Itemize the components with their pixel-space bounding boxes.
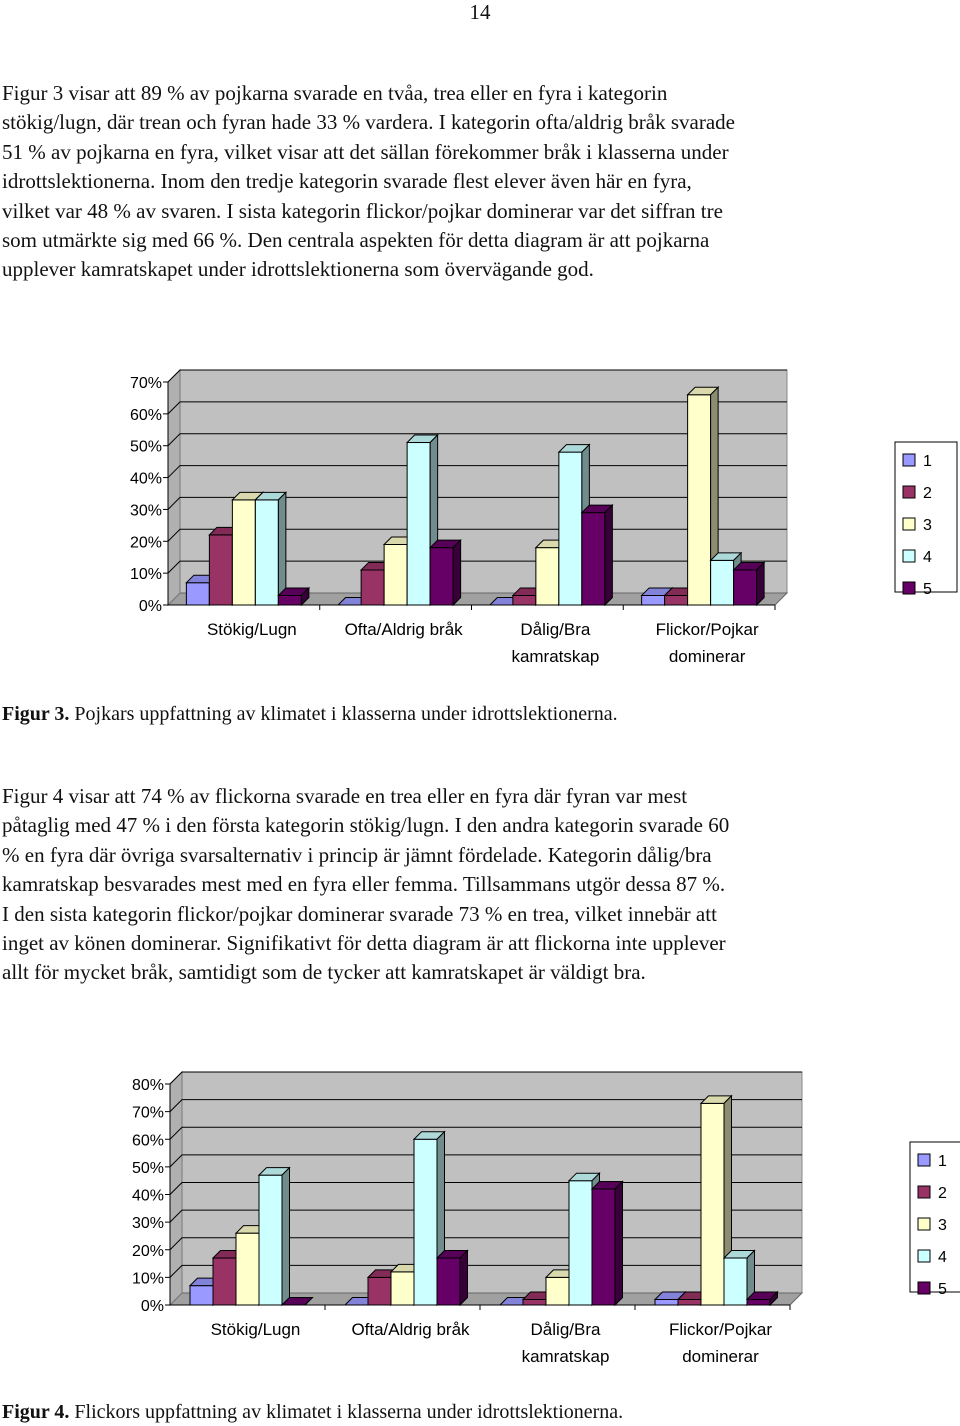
bar-front — [414, 1139, 437, 1305]
bar-front — [209, 535, 232, 605]
x-category-label: kamratskap — [511, 647, 600, 666]
page-number: 14 — [469, 0, 491, 24]
bar — [582, 505, 613, 605]
legend-swatch — [903, 454, 915, 466]
bar-side — [453, 540, 461, 605]
bar — [259, 1168, 290, 1305]
y-tick-label: 70% — [129, 375, 162, 392]
bar-front — [688, 395, 711, 605]
bar-side — [615, 1181, 623, 1305]
y-tick-label: 50% — [131, 1159, 164, 1177]
y-tick-label: 20% — [131, 1242, 164, 1260]
legend-label: 3 — [923, 517, 932, 534]
bar-front — [368, 1277, 391, 1305]
bar-side — [757, 562, 765, 605]
text-line: % en fyra där övriga svarsalternativ i princip är jämnt fördelade. Kategorin dålig/bra — [2, 842, 712, 867]
legend-label: 4 — [923, 549, 932, 566]
text-line: allt för mycket bråk, samtidigt som de tycker att kamratskapet är väldigt bra. — [2, 960, 646, 985]
bar — [734, 562, 765, 605]
x-category-label: Flickor/Pojkar — [669, 1320, 772, 1339]
y-tick-label: 60% — [131, 1132, 164, 1150]
bar-front — [430, 548, 453, 605]
bar-side — [460, 1251, 468, 1305]
text-line: inget av könen dominerar. Signifikativt för detta diagram är att flickorna inte upplever — [2, 931, 726, 956]
y-tick-label: 80% — [131, 1077, 164, 1094]
y-tick-label: 40% — [131, 1187, 164, 1205]
legend-label: 2 — [938, 1185, 947, 1202]
legend-label: 5 — [923, 581, 932, 598]
x-category-label: dominerar — [682, 1347, 759, 1366]
bar-front — [701, 1103, 724, 1305]
bar-side — [278, 492, 286, 605]
bar-front — [391, 1272, 414, 1305]
legend-swatch — [918, 1282, 930, 1294]
bar-front — [437, 1258, 460, 1305]
legend-label: 1 — [938, 1153, 947, 1170]
bar-front — [559, 452, 582, 605]
text-line: Figur 4 visar att 74 % av flickorna svarade en trea eller en fyra där fyran var mest — [2, 784, 688, 808]
bar-front — [582, 513, 605, 605]
text-line: idrottslektionerna. Inom den tredje kategorin svarade flest elever även här en fyra, — [2, 169, 692, 194]
caption-figure-3 — [2, 702, 618, 726]
text-line: upplever kamratskapet under idrottslektionerna som övervägande god. — [2, 257, 594, 282]
legend-label: 4 — [938, 1249, 947, 1266]
y-tick-label: 40% — [129, 470, 162, 488]
bar-side — [282, 1168, 290, 1305]
y-tick-label: 30% — [131, 1215, 164, 1233]
bar — [437, 1251, 468, 1305]
bar — [278, 588, 309, 605]
bar-front — [747, 1299, 770, 1305]
x-category-label: Dålig/Bra — [530, 1320, 601, 1339]
y-tick-label: 0% — [138, 598, 162, 615]
bar — [592, 1181, 623, 1305]
y-tick-label: 70% — [131, 1104, 164, 1122]
bar-front — [259, 1175, 282, 1305]
text-line: kamratskap besvarades mest med en fyra eller femma. Tillsammans utgör dessa 87 %. — [2, 872, 726, 897]
bar-front — [255, 500, 278, 605]
y-tick-label: 60% — [129, 406, 162, 424]
text-line: Figur 3 visar att 89 % av pojkarna svarade en tvåa, trea eller en fyra i kategorin — [2, 81, 668, 105]
x-category-label: Dålig/Bra — [520, 620, 591, 639]
y-tick-label: 10% — [131, 1270, 164, 1288]
x-category-label: Stökig/Lugn — [210, 1320, 301, 1339]
x-category-label: Ofta/Aldrig bråk — [351, 1320, 470, 1339]
caption-figure-4 — [2, 1400, 623, 1424]
bar-front — [523, 1299, 546, 1305]
caption-figure-3-label: Figur 3. — [2, 703, 70, 725]
caption-figure-4-label: Figur 4. — [2, 1401, 70, 1423]
x-category-label: Ofta/Aldrig bråk — [344, 620, 463, 639]
legend-swatch — [918, 1218, 930, 1230]
text-line: I den sista kategorin flickor/pojkar dominerar svarade 73 % en trea, vilket innebär att — [2, 901, 717, 926]
bar-front — [569, 1181, 592, 1305]
bar-front — [213, 1258, 236, 1305]
chart-figure-3 — [0, 370, 960, 670]
legend-label: 3 — [938, 1217, 947, 1234]
bar-front — [232, 500, 255, 605]
bar-front — [665, 595, 688, 605]
legend-swatch — [918, 1250, 930, 1262]
y-tick-label: 0% — [140, 1298, 164, 1315]
text-line: vilket var 48 % av svaren. I sista kategorin flickor/pojkar dominerar var det siffran tre — [2, 198, 723, 223]
bar-front — [407, 443, 430, 605]
bar-front — [278, 595, 301, 605]
legend-label: 2 — [923, 485, 932, 502]
x-category-label: Flickor/Pojkar — [655, 620, 759, 639]
legend-swatch — [903, 518, 915, 530]
paragraph-figure-3 — [2, 79, 874, 285]
bar-front — [186, 583, 209, 605]
bar-front — [190, 1286, 213, 1305]
y-tick-label: 50% — [129, 438, 162, 456]
bar-front — [536, 548, 559, 605]
bar-side — [605, 505, 613, 605]
bar — [255, 492, 286, 605]
bar-front — [655, 1299, 678, 1305]
bar-front — [724, 1258, 747, 1305]
legend-swatch — [903, 582, 915, 594]
legend-swatch — [918, 1186, 930, 1198]
y-tick-label: 30% — [129, 502, 162, 520]
chart-figure-4 — [0, 1070, 960, 1370]
legend-swatch — [903, 550, 915, 562]
bar-front — [642, 595, 665, 605]
bar-front — [711, 560, 734, 605]
y-tick-label: 10% — [129, 566, 162, 584]
x-category-label: kamratskap — [521, 1347, 610, 1366]
text-line: 51 % av pojkarna en fyra, vilket visar att det sällan förekommer bråk i klasserna under — [2, 139, 729, 164]
bar-front — [734, 570, 757, 605]
legend-label: 1 — [923, 453, 932, 470]
text-line: påtaglig med 47 % i den första kategorin stökig/lugn. I den andra kategorin svarade 60 — [2, 813, 730, 838]
x-category-label: dominerar — [668, 647, 746, 666]
bar-front — [678, 1299, 701, 1305]
legend-label: 5 — [938, 1281, 947, 1298]
text-line: stökig/lugn, där trean och fyran hade 33 % vardera. I kategorin ofta/aldrig bråk svarade — [2, 110, 735, 135]
text-line: som utmärkte sig med 66 %. Den centrala aspekten för detta diagram är att pojkarna — [2, 228, 710, 253]
paragraph-figure-4 — [2, 782, 874, 988]
bar-front — [546, 1277, 569, 1305]
y-tick-label: 20% — [129, 534, 162, 552]
bar — [430, 540, 461, 605]
bar-front — [384, 544, 407, 605]
plot-side-wall — [168, 370, 180, 605]
legend-swatch — [903, 486, 915, 498]
legend-swatch — [918, 1154, 930, 1166]
bar-front — [236, 1233, 259, 1305]
caption-figure-4-text: Flickors uppfattning av klimatet i klasserna under idrottslektionerna. — [69, 1401, 624, 1423]
caption-figure-3-text: Pojkars uppfattning av klimatet i klasserna under idrottslektionerna. — [69, 703, 618, 725]
x-category-label: Stökig/Lugn — [206, 620, 297, 639]
bar-front — [592, 1189, 615, 1305]
bar-front — [513, 595, 536, 605]
bar-front — [361, 570, 384, 605]
